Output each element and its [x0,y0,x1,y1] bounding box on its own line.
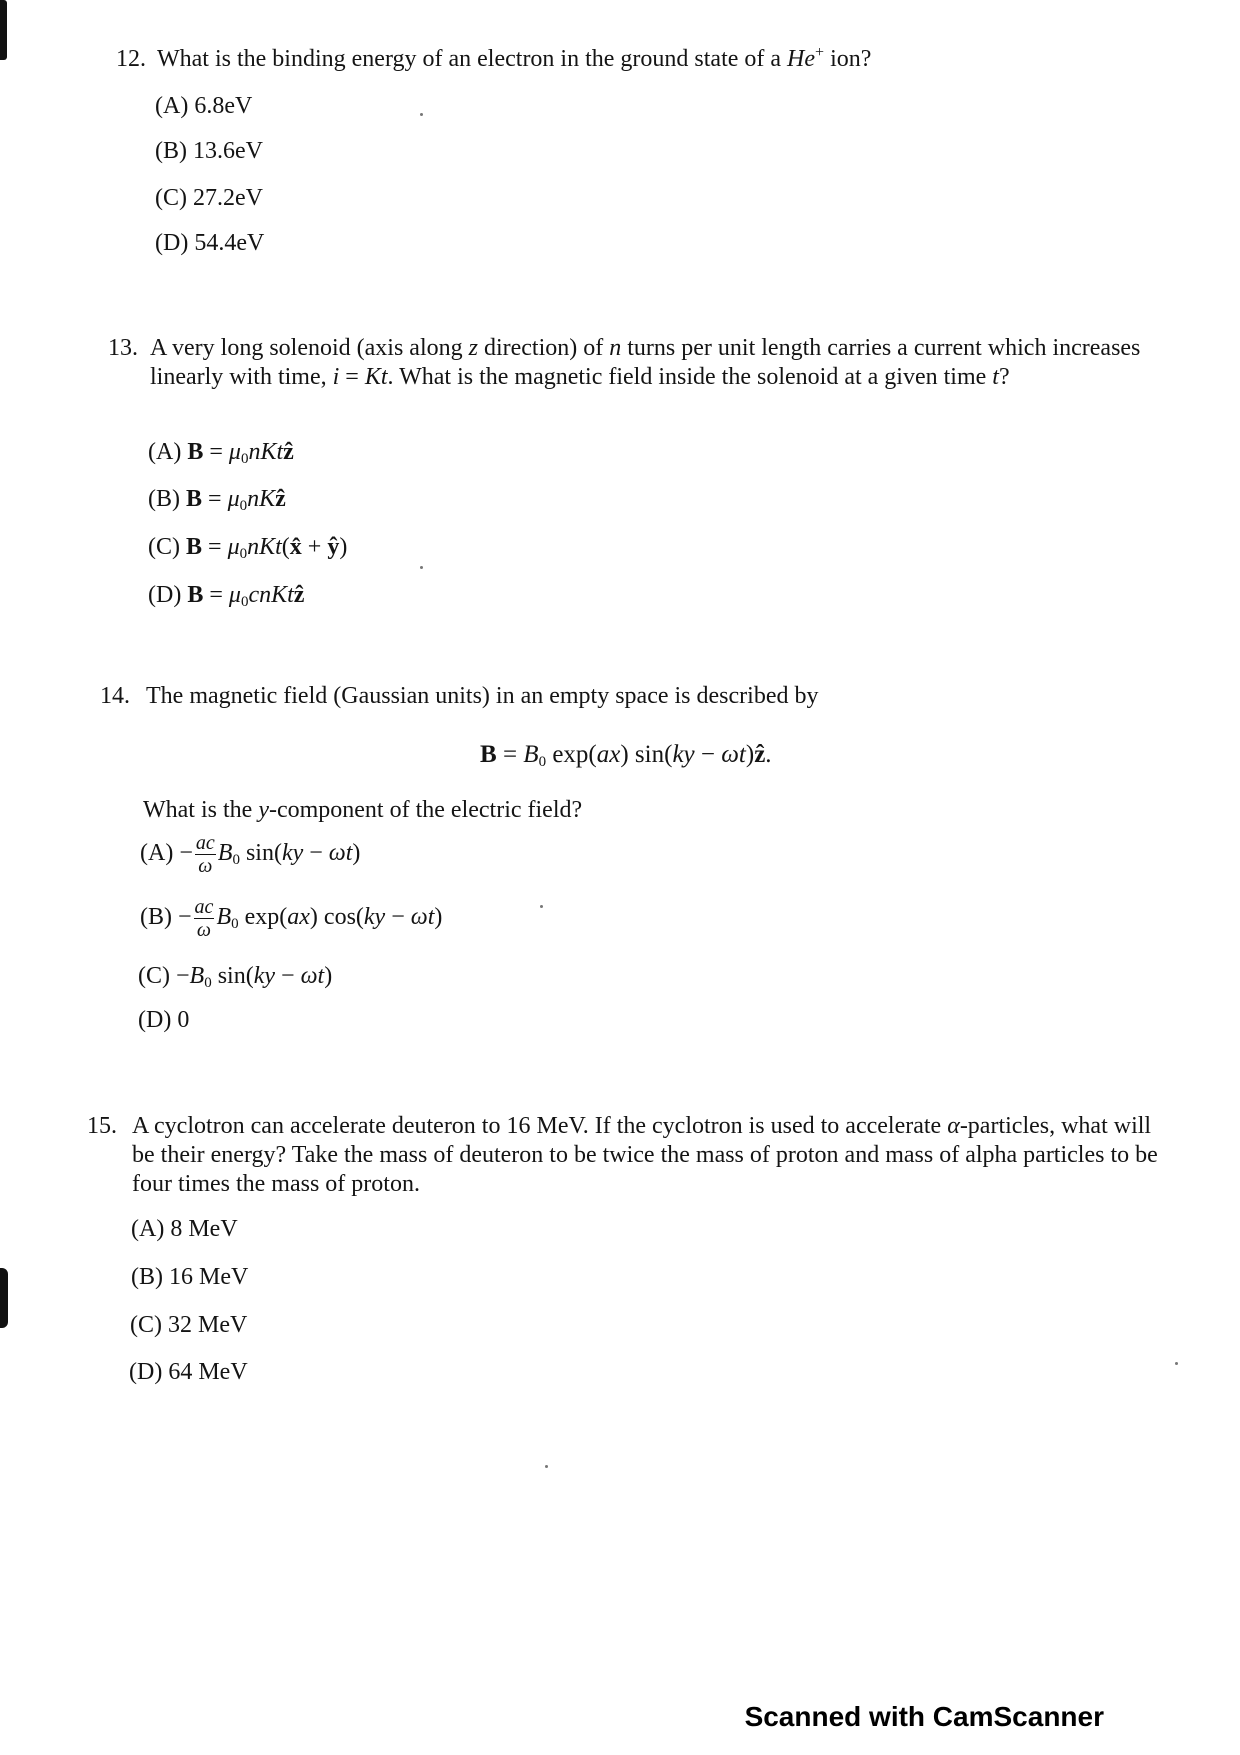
option-d: (D) 64 MeV [129,1359,248,1385]
scan-edge-shadow [0,0,7,60]
question-13 [108,334,1183,392]
scan-speck [1175,1362,1178,1365]
question-number: 12. [116,46,146,72]
option-b: (B) 13.6eV [155,138,263,164]
option-c: (C) 27.2eV [155,185,263,211]
scan-speck [545,1465,548,1468]
field-equation: $B = B_0$ exp(ax) sin(ky − ωt)ẑ. [480,741,772,770]
scan-speck [420,566,423,569]
question-stem: A cyclotron can accelerate deuteron to 16 MeV. If the cyclotron is used to accelerate α-particles, what will be their energy? Take the mass of deuteron to be twice the mass of proton and mass of alpha particles to be four times the mass of proton. [132,1113,1158,1197]
option-a: (A) 8 MeV [131,1216,238,1242]
option-a: (A) − $\frac{ac}{\omega}$ $B_0$ sin(ky − ωt) [140,832,361,877]
option-b: (B) − $\frac{ac}{\omega}$ $B_0$ exp(ax) cos(ky − ωt) [140,896,443,941]
option-b: (B) 16 MeV [131,1264,249,1290]
question-number: 15. [87,1113,117,1139]
question-number: 13. [108,335,138,361]
camscanner-watermark: Scanned with CamScanner [744,1701,1104,1732]
option-c: (C) $B = \mu_0nKt(x̂$ + ŷ) [148,534,348,562]
question-subprompt: What is the y-component of the electric field? [143,797,583,823]
question-stem: The magnetic field (Gaussian units) in an empty space is described by [146,683,819,709]
scan-speck [420,113,423,116]
question-stem: What is the binding energy of an electron in the ground state of a He+ ion? [157,44,872,72]
scan-edge-shadow [0,1268,8,1328]
option-a: (A) 6.8eV [155,93,253,119]
option-d: (D) 54.4eV [155,230,265,256]
question-15 [87,1112,1177,1199]
option-b: (B) $B = \mu_0nKẑ$ [148,486,286,514]
option-c: $(C) -B_0$ sin(ky − ωt) [138,963,333,991]
option-d: (D) 0 [138,1007,190,1033]
option-a: (A) $B = \mu_0nKtẑ$ [148,439,294,467]
question-stem: A very long solenoid (axis along z direction) of n turns per unit length carries a current which increases linearly with time, i = Kt. What is the magnetic field inside the solenoid at a given time t? [150,335,1141,390]
scan-speck [540,905,543,908]
option-c: (C) 32 MeV [130,1312,248,1338]
option-d: (D) $B = \mu_0cnKtẑ$ [148,582,305,610]
question-number: 14. [100,683,130,709]
